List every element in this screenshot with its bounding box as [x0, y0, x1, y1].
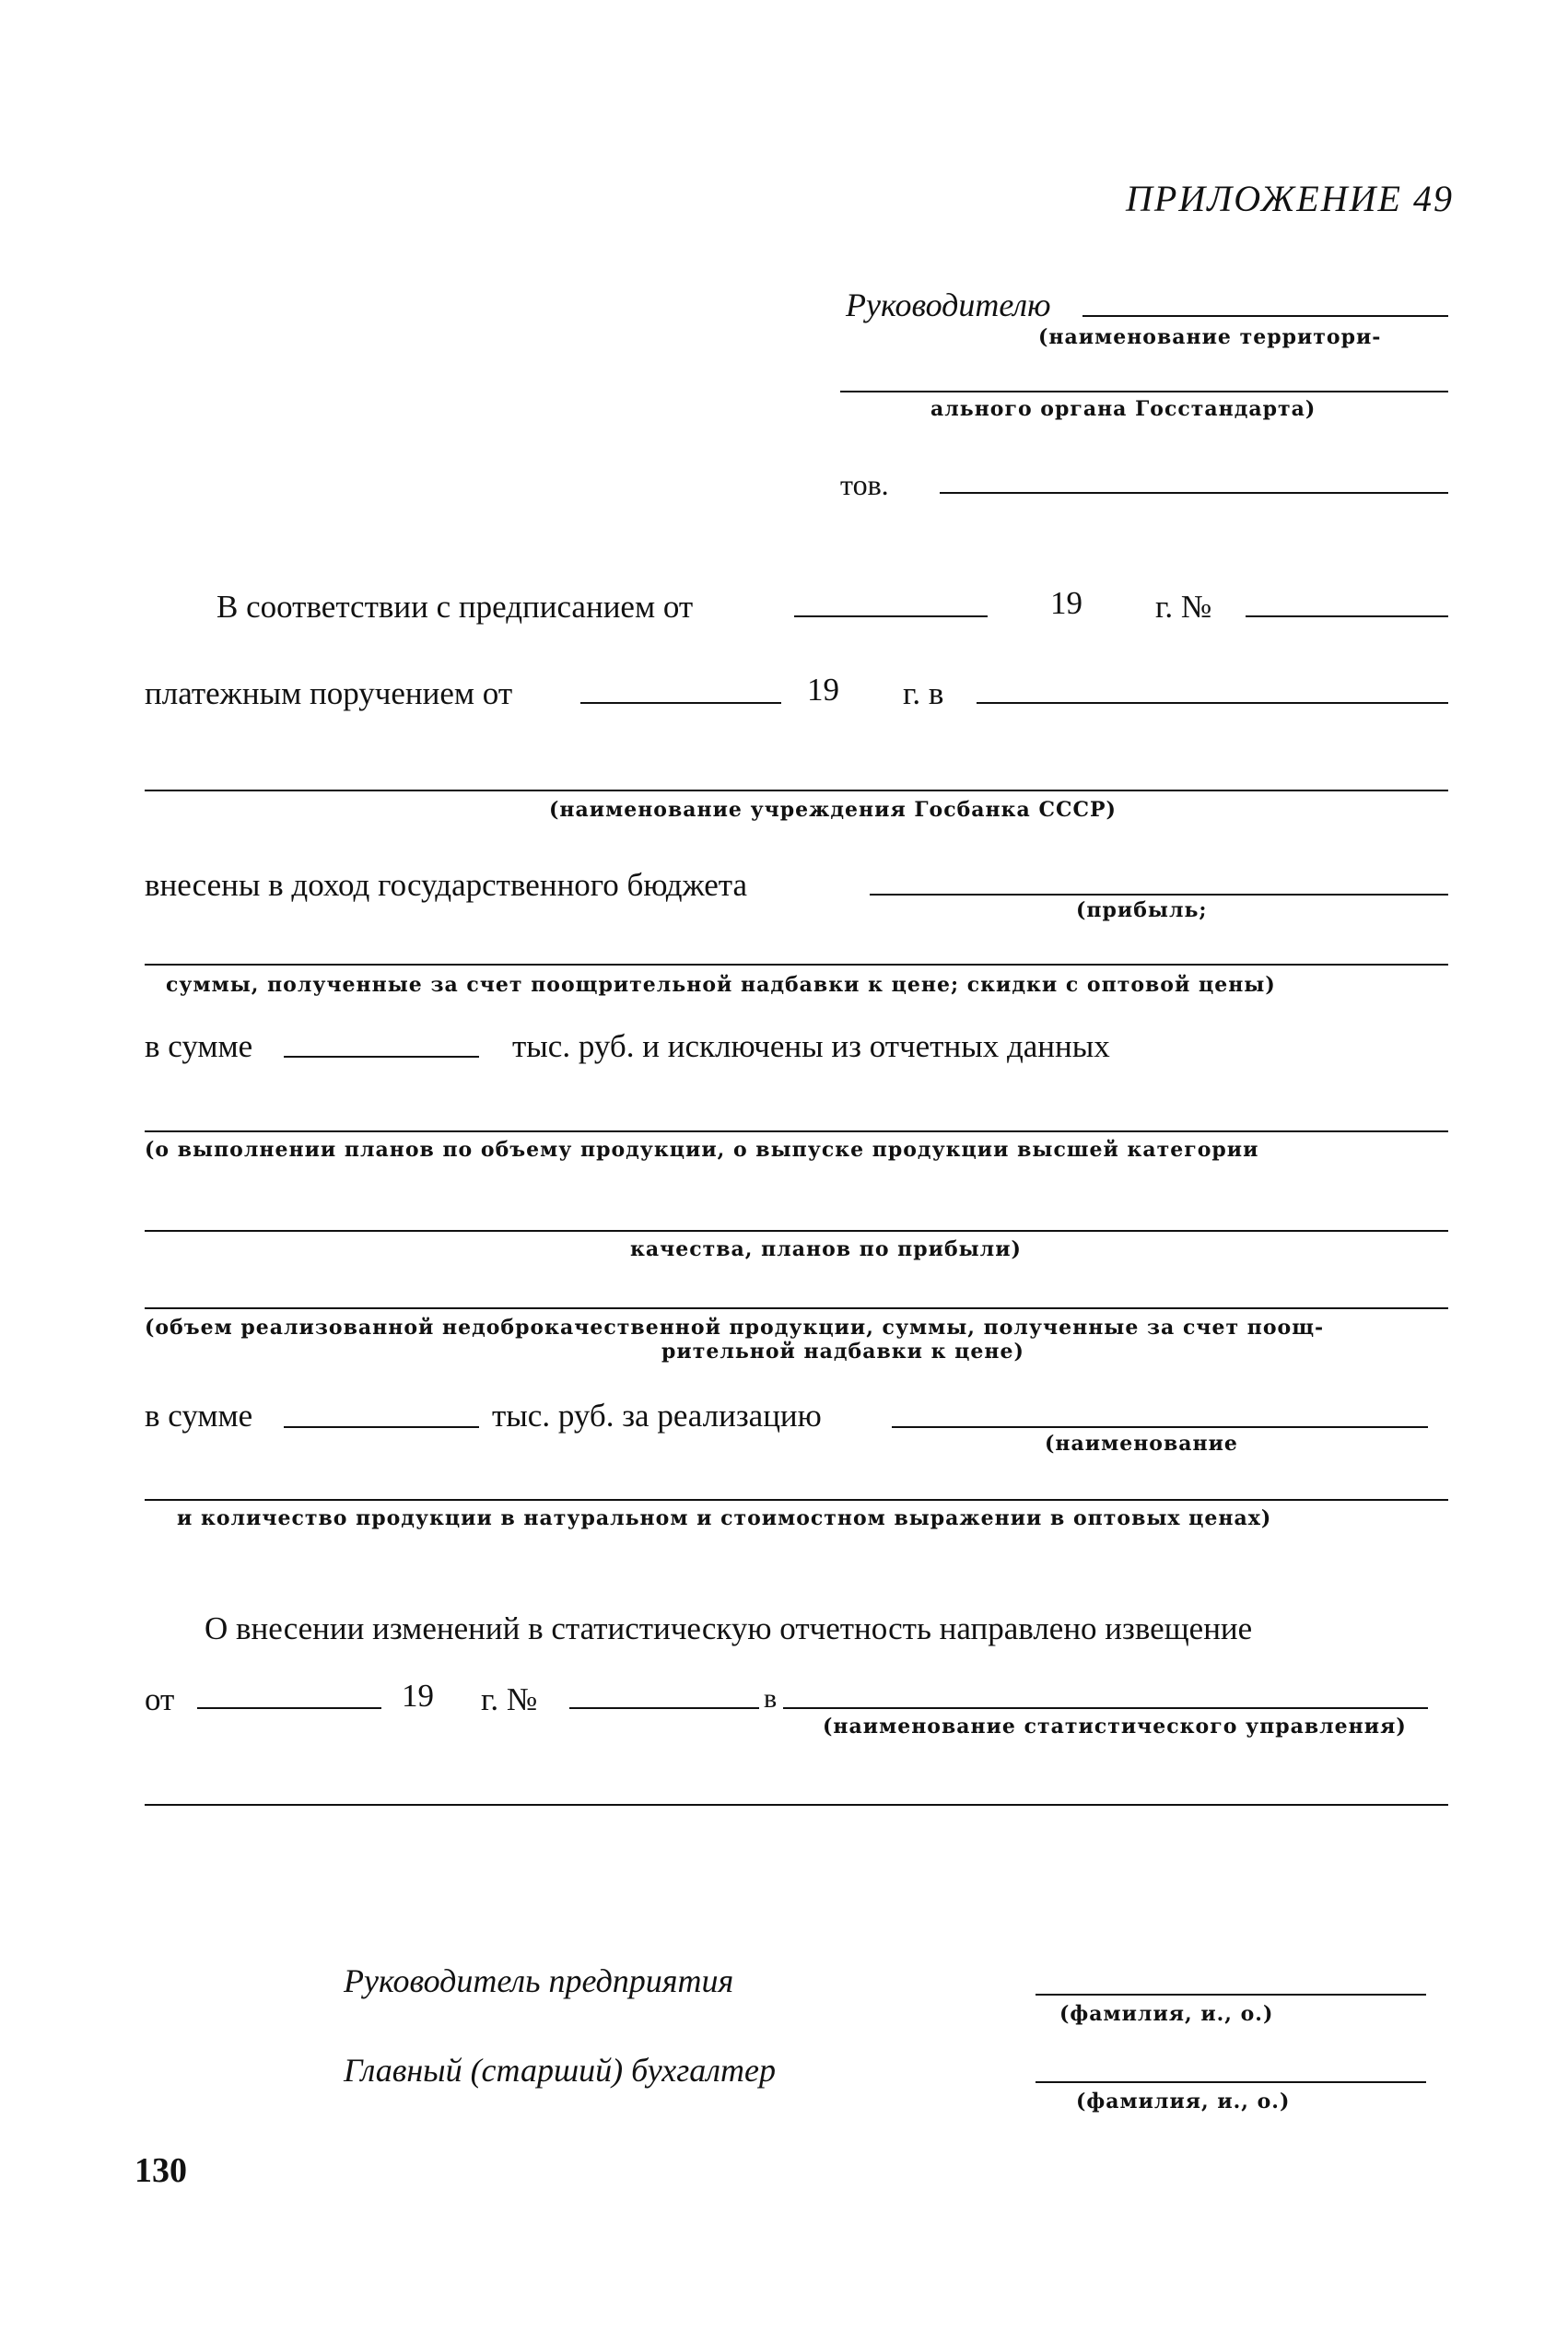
payment-bank-field[interactable] — [977, 702, 1448, 704]
plans-line[interactable] — [145, 1130, 1448, 1132]
appendix-title: ПРИЛОЖЕНИЕ 49 — [1126, 178, 1454, 219]
sum2-label: в сумме — [145, 1398, 253, 1434]
addressee-caption-1: (наименование территори- — [1038, 325, 1382, 349]
notice-text: О внесении изменений в статистическую отчетность направлено извещение — [205, 1610, 1253, 1646]
profit-caption: (прибыль; — [1076, 898, 1208, 922]
tov-label: тов. — [840, 468, 889, 501]
sales-field[interactable] — [892, 1426, 1428, 1428]
sum2-field[interactable] — [284, 1426, 479, 1428]
page-number: 130 — [135, 2151, 187, 2190]
addressee-caption-2: ального органа Госстандарта) — [930, 397, 1316, 421]
budget-field[interactable] — [870, 894, 1448, 896]
head-label: Руководитель предприятия — [344, 1962, 734, 1999]
notice-from-label: от — [145, 1681, 175, 1717]
tov-line[interactable] — [940, 492, 1448, 494]
stat-caption: (наименование статистического управления) — [823, 1715, 1407, 1739]
payment-date-field[interactable] — [580, 702, 781, 704]
sum1-label: в сумме — [145, 1028, 253, 1064]
bank-name-line[interactable] — [145, 790, 1448, 791]
notice-number-field[interactable] — [569, 1707, 759, 1709]
payment-year: 19 — [807, 672, 839, 708]
stat-extra-line[interactable] — [145, 1804, 1448, 1806]
prescription-label: В соответствии с предписанием от — [216, 589, 694, 625]
notice-year: 19 — [402, 1678, 434, 1714]
sum2-text: тыс. руб. за реализацию — [492, 1398, 822, 1434]
payment-in-label: г. в — [903, 675, 944, 711]
sums-caption: суммы, полученные за счет поощрительной надбавки к цене; скидки с оптовой цены) — [166, 973, 1276, 997]
sum1-field[interactable] — [284, 1056, 479, 1058]
budget-label: внесены в доход государственного бюджета — [145, 867, 748, 903]
qty-caption: и количество продукции в натуральном и стоимостном выражении в оптовых ценах) — [177, 1506, 1272, 1530]
quality-line[interactable] — [145, 1230, 1448, 1232]
qty-line[interactable] — [145, 1499, 1448, 1501]
prescription-date-field[interactable] — [794, 615, 988, 617]
stat-office-field[interactable] — [783, 1707, 1428, 1709]
addressee-line-2[interactable] — [840, 391, 1448, 392]
accountant-caption: (фамилия, и., о.) — [1076, 2090, 1291, 2113]
volume-caption-1: (объем реализованной недоброкачественной продукции, суммы, полученные за счет поощ- — [145, 1316, 1325, 1340]
quality-caption: качества, планов по прибыли) — [630, 1237, 1022, 1261]
notice-date-field[interactable] — [197, 1707, 381, 1709]
volume-line[interactable] — [145, 1307, 1448, 1309]
prescription-number-label: г. № — [1155, 589, 1212, 625]
accountant-label: Главный (старший) бухгалтер — [344, 2052, 776, 2089]
prescription-year: 19 — [1050, 585, 1082, 621]
notice-number-label: г. № — [481, 1681, 538, 1717]
head-signature-field[interactable] — [1036, 1994, 1426, 1996]
volume-caption-2: рительной надбавки к цене) — [661, 1340, 1024, 1364]
head-caption: (фамилия, и., о.) — [1059, 2002, 1274, 2026]
prescription-number-field[interactable] — [1246, 615, 1448, 617]
bank-caption: (наименование учреждения Госбанка СССР) — [549, 798, 1117, 822]
name-caption: (наименование — [1045, 1432, 1238, 1456]
payment-order-label: платежным поручением от — [145, 675, 513, 711]
addressee-label: Руководителю — [846, 287, 1051, 323]
plans-caption: (о выполнении планов по объему продукции, о выпуске продукции высшей категории — [145, 1138, 1259, 1162]
accountant-signature-field[interactable] — [1036, 2081, 1426, 2083]
sums-line[interactable] — [145, 964, 1448, 966]
notice-in-label: в — [764, 1683, 778, 1714]
sum1-text: тыс. руб. и исключены из отчетных данных — [512, 1028, 1110, 1064]
addressee-line[interactable] — [1082, 315, 1448, 317]
